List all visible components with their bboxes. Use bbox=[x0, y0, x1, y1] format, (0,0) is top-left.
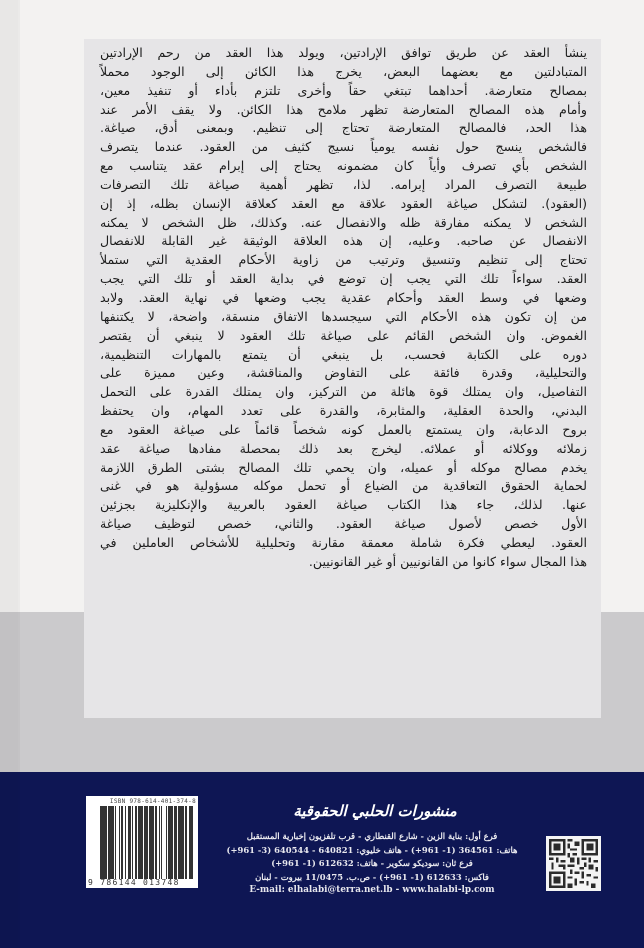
publisher-logo: منشورات الحلبي الحقوقية bbox=[293, 802, 457, 820]
blurb-line: التفاصيل، وان يمتلك قوة هائلة من التركيز، وان يمتلك القدرة على التحمل bbox=[100, 384, 587, 400]
blurb-line: من إن تكون هذه الأحكام التي سيجسدها الاتفاق منسقة، واضحة، لا يكتنفها bbox=[100, 308, 587, 324]
spine-hinge-shadow bbox=[0, 0, 18, 948]
blurb-line: المتبادلتين مع بعضهما البعض، يخرج هذا الكائن إلى الوجود محملاً bbox=[100, 63, 587, 79]
qr-code-icon bbox=[546, 836, 601, 891]
blurb-line: ينشأ العقد عن طريق توافق الإرادتين، ويولد هذا العقد من رحم الإرادتين bbox=[100, 45, 587, 60]
spine-hinge-line bbox=[18, 0, 20, 948]
blurb-line: الغموض. وان الشخص القائم على صياغة تلك العقود لا ينبغي أن يقتصر bbox=[100, 327, 587, 343]
blurb-line: وضعها في وسط العقد وأحكام عقدية يجب وضعها في نهاية العقد. ولابد bbox=[100, 289, 587, 305]
blurb-line: هذا المجال سواء كانوا من القانونيين أو غير القانونيين. bbox=[308, 553, 587, 569]
blurb-line: والتحليلية، وقدرة فائقة على التفاوض والمناقشة، وعين مميزة على bbox=[100, 365, 587, 381]
blurb-line: عنها. لذلك، جاء هذا الكتاب صياغة العقود بالعربية والإنكليزية بجزئين bbox=[100, 497, 587, 513]
blurb-line: دوره على الكتابة فحسب، بل ينبغي أن يتمتع بالمهارات التنظيمية، bbox=[100, 346, 587, 362]
blurb-line: العقود. ليعطي فكرة شاملة معمقة مقارنة وتحليلية للأشخاص العاملين في bbox=[100, 534, 587, 550]
blurb-line: الأول خصص لأصول صياغة العقود. والثاني، خصص لتوظيف صياغة bbox=[100, 516, 587, 532]
blurb-line: بروح الدعابة، وان يستمتع بالعمل كونه شخصاً قائماً على صياغة العقود مع bbox=[100, 421, 587, 437]
blurb-line: زملائه ووكلائه أو عملائه. ليخرج بعد ذلك بمحصلة مفادها صياغة عقد bbox=[100, 440, 587, 456]
blurb-line: البدني، والحدة العقلية، والمثابرة، والقدرة على تعدد المهام، وان يحتفظ bbox=[100, 403, 587, 419]
publisher-info bbox=[222, 830, 522, 898]
blurb-text bbox=[100, 44, 587, 572]
publisher-contact: E-mail: elhalabi@terra.net.lb - www.halabi-lp.com bbox=[249, 885, 495, 895]
publisher-fax: فاكس: 612633 (1- 961+) - ص.ب. 11/0475 بيروت - لبنان bbox=[255, 871, 489, 882]
publisher-phone-1: هاتف: 364561 (1- 961+) - هاتف خليوي: 640821 - 640544 (3- 961+) bbox=[226, 844, 518, 855]
barcode-bar bbox=[193, 806, 194, 879]
blurb-line: طبيعة التصرف المراد إبرامه. لذا، تظهر أهمية صياغة تلك التصرفات bbox=[100, 176, 587, 192]
blurb-line: لحماية الحقوق التعاقدية من الضياع أو تحمل موكله مسؤولية هو في غنى bbox=[100, 478, 587, 494]
blurb-line: بمصالح متعارضة. أحداهما تبتغي حقاً وأخرى تلتزم بأداء أو تنفيذ معين، bbox=[100, 82, 587, 98]
barcode-digits: 9 786144 013748 bbox=[88, 878, 180, 887]
blurb-line: الشخص لا يمكنه مفارقة ظله والانفصال عنه. وكذلك، ظل الشخص لا يمكنه bbox=[100, 214, 587, 230]
blurb-line: (العقود). لتشكل صياغة العقود علاقة مع العقد كعلاقة الإنسان بظله، إذ إن bbox=[100, 195, 587, 211]
blurb-line: الانفصال عن صاحبه. وعليه، إن هذه العلاقة الوثيقة غير القابلة للانفصال bbox=[100, 233, 587, 249]
blurb-line: العقد. سواءاً تلك التي يجب إن توضع في بداية العقد أو تلك التي يجب bbox=[100, 271, 587, 287]
blurb-line: يخدم مصالح موكله أو عميله، وان يحمي تلك المصالح بشتى الطرق اللازمة bbox=[100, 459, 587, 475]
barcode-bars-icon bbox=[100, 806, 194, 879]
isbn-label: ISBN 978-614-401-374-8 bbox=[109, 798, 196, 805]
blurb-line: فالشخص ينسج حول نفسه يومياً نسيج كثيف من العقود. عندما يتصرف bbox=[100, 139, 587, 155]
publisher-branch-2: فرع ثان: سوديكو سكوير - هاتف: 612632 (1- 961+) bbox=[271, 858, 473, 868]
blurb-line: الشخص بأي تصرف وأياً كان مضمونه يحتاج إلى إبرام عقد يتناسب مع bbox=[100, 158, 587, 174]
blurb-line: هذا الحد، فالمصالح المتعارضة تحتاج إلى تنظيم. وبمعنى أدق، صياغة. bbox=[100, 120, 587, 136]
blurb-line: وأمام هذه المصالح المتعارضة تظهر ملامح هذا الكائن. ولا يقف الأمر عند bbox=[100, 101, 587, 117]
blurb-line: تحتاج إلى تنظيم وتنسيق وترتيب من زاوية الأحكام العقدية التي ستملأ bbox=[100, 252, 587, 268]
qr-code-graphic bbox=[549, 839, 598, 888]
publisher-branch-1: فرع أول: بناية الزين - شارع القنطاري - قرب تلفزيون إخبارية المستقبل bbox=[246, 831, 498, 841]
